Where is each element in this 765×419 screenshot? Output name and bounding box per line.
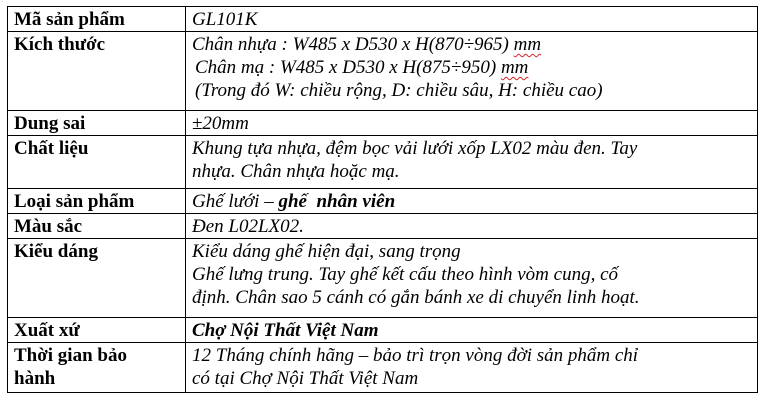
spec-row-origin xyxy=(8,318,758,343)
corner-mark: · xyxy=(1,0,3,6)
style-line: định. Chân sao 5 cánh có gắn bánh xe di chuyển linh hoạt. xyxy=(192,287,640,308)
material-line: nhựa. Chân nhựa hoặc mạ. xyxy=(192,161,400,182)
origin-value: Chợ Nội Thất Việt Nam xyxy=(192,320,379,341)
warranty-line: có tại Chợ Nội Thất Việt Nam xyxy=(192,368,419,389)
spec-label: Dung sai xyxy=(8,111,186,136)
warranty-label-line: hành xyxy=(14,368,56,389)
spec-value xyxy=(186,318,758,343)
spec-row-tolerance xyxy=(8,111,758,136)
spec-row-warranty xyxy=(8,343,758,393)
spec-row-color xyxy=(8,214,758,239)
spec-row-product-type xyxy=(8,189,758,214)
spec-value: GL101K xyxy=(186,7,758,32)
product-type-bold: ghế nhân viên xyxy=(278,191,396,212)
spec-label: Kiểu dáng xyxy=(8,239,186,318)
dimension-line-plastic-base: Chân nhựa : W485 x D530 x H(870÷965) mm xyxy=(192,34,542,55)
spec-label: Xuất xứ xyxy=(8,318,186,343)
spec-label xyxy=(8,343,186,393)
spec-label: Mã sản phẩm xyxy=(8,7,186,32)
unit-mm: mm xyxy=(513,34,542,55)
spec-value xyxy=(186,136,758,189)
product-type-plain: Ghế lưới – xyxy=(192,191,279,212)
spec-value: Đen L02LX02. xyxy=(186,214,758,239)
spec-label: Chất liệu xyxy=(8,136,186,189)
spec-label: Màu sắc xyxy=(8,214,186,239)
material-line: Khung tựa nhựa, đệm bọc vải lưới xốp LX02 màu đen. Tay xyxy=(192,138,638,159)
spec-value xyxy=(186,239,758,318)
spec-row-dimensions xyxy=(8,32,758,111)
style-line: Ghế lưng trung. Tay ghế kết cấu theo hình vòm cung, cố xyxy=(192,264,618,285)
spec-label: Kích thước xyxy=(8,32,186,111)
spec-label: Loại sản phẩm xyxy=(8,189,186,214)
dimension-line-plated-base: Chân mạ : W485 x D530 x H(875÷950) mm xyxy=(195,57,529,78)
spec-value xyxy=(186,343,758,393)
spec-value xyxy=(186,189,758,214)
style-line: Kiểu dáng ghế hiện đại, sang trọng xyxy=(192,241,461,262)
spec-row-material xyxy=(8,136,758,189)
unit-mm: mm xyxy=(500,57,529,78)
product-spec-table xyxy=(7,6,758,393)
warranty-label-line: Thời gian bảo xyxy=(14,345,127,366)
dimension-legend: (Trong đó W: chiều rộng, D: chiều sâu, H: chiều cao) xyxy=(195,80,603,101)
spec-row-product-code xyxy=(8,7,758,32)
spec-row-style xyxy=(8,239,758,318)
spec-value: ±20mm xyxy=(186,111,758,136)
warranty-line: 12 Tháng chính hãng – bảo trì trọn vòng đời sản phẩm chỉ xyxy=(192,345,639,366)
spec-value xyxy=(186,32,758,111)
